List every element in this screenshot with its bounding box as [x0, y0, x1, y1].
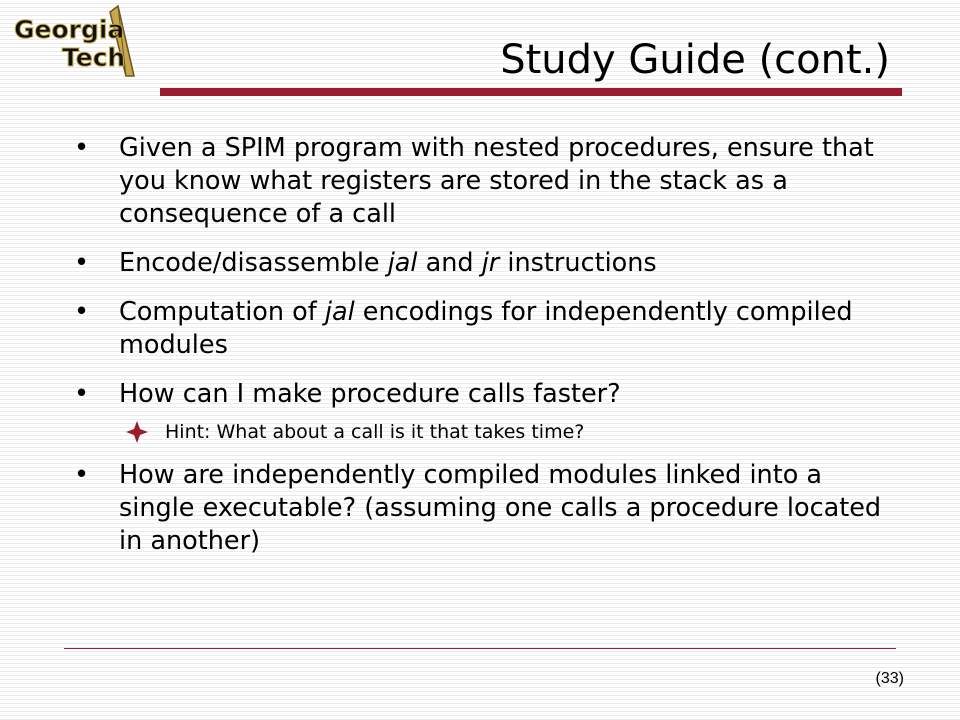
bullet-text: Given a SPIM program with nested procedures, ensure that you know what registers are stored in the stack as a consequence of a call [119, 133, 874, 229]
bullet-list [72, 132, 902, 574]
bullet-dot: • [74, 460, 90, 490]
bullet-item [72, 378, 902, 411]
bullet-text-start: Encode/disassemble [119, 248, 388, 278]
bullet-dot: • [74, 379, 90, 409]
footer-divider [64, 648, 896, 649]
bullet-dot: • [74, 297, 90, 327]
logo-line-2: Tech [62, 43, 126, 72]
sub-bullet-text: Hint: What about a call is it that takes time? [165, 421, 585, 443]
bullet-item [72, 459, 902, 558]
diamond-bullet-icon [126, 421, 148, 443]
logo-line-1: Georgia [14, 15, 125, 44]
bullet-text: How are independently compiled modules linked into a single executable? (assuming one calls a procedure located in another) [119, 460, 882, 556]
bullet-text-middle: and [417, 248, 482, 278]
jal-term: jal [387, 248, 418, 278]
bullet-dot: • [74, 133, 90, 163]
jal-term: jal [324, 297, 355, 327]
sub-bullet-item [72, 419, 902, 445]
bullet-item [72, 296, 902, 362]
bullet-text-start: Computation of [119, 297, 325, 327]
page-number: (33) [875, 670, 904, 687]
slide-title: Study Guide (cont.) [500, 37, 890, 83]
bullet-dot: • [74, 248, 90, 278]
title-underline [160, 88, 902, 96]
jr-term: jr [481, 248, 500, 278]
georgia-tech-logo [10, 2, 142, 78]
bullet-text-end: instructions [499, 248, 657, 278]
bullet-text-end: encodings for independently compiled modules [119, 297, 853, 360]
bullet-text: How can I make procedure calls faster? [119, 379, 621, 409]
bullet-item [72, 132, 902, 231]
bullet-item [72, 247, 902, 280]
